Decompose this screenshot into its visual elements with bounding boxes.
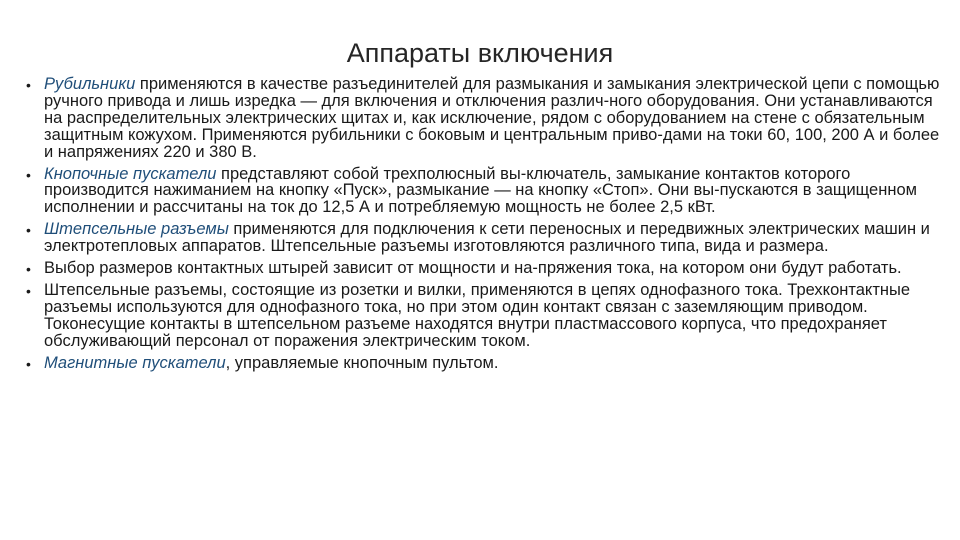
bullet-item-rozetka-i-vilka xyxy=(26,282,946,350)
bullet-icon: • xyxy=(26,261,31,278)
bullet-icon: • xyxy=(26,166,31,183)
bullet-term: Кнопочные пускатели xyxy=(44,164,217,183)
bullet-list xyxy=(26,76,946,377)
bullet-item-magnitnye-puskateli xyxy=(26,355,946,372)
bullet-term: Магнитные пускатели xyxy=(44,353,226,372)
bullet-icon: • xyxy=(26,77,31,93)
bullet-text: Штепсельные разъемы, состоящие из розетки и вилки, применяются в цепях однофазного тока. Трехконтактные разъемы используются для однофазного тока, но при этом один контакт связан с заземляющим приводом. Токонесущие контакты в штепсельном разъеме находятся внутри пластмассового корпуса, что предохраняет обслуживающий персонал от поражения электрическим током. xyxy=(44,280,911,350)
bullet-term: Штепсельные разъемы xyxy=(44,220,229,239)
bullet-text: применяются для подключения к сети переносных и передвижных электрических машин и электротепловых аппаратов. Штепсельные разъемы изготовляются различного типа, вида и размера. xyxy=(44,220,930,256)
bullet-text: применяются в качестве разъединителей для размыкания и замыкания электрической цепи с помощью ручного привода и лишь изредка — для включения и отключения различ-ного оборудования. Они устанавливаются на распределительных электрических щитах и, как исключение, рядом с оборудованием на стене с обязательным защитным кожухом. Применяются рубильники с боковым и центральным приво-дами на токи 60, 100, 200 А и более и напряжениях 220 и 380 В. xyxy=(44,75,940,161)
bullet-item-vybor-razmerov xyxy=(26,260,946,277)
bullet-text: Выбор размеров контактных штырей зависит от мощности и на-пряжения тока, на котором они будут работать. xyxy=(44,259,902,278)
bullet-icon: • xyxy=(26,222,31,239)
bullet-text: представляют собой трехполюсный вы-ключатель, замыкание контактов которого производится нажиманием на кнопку «Пуск», размыкание — на кнопку «Стоп». Они вы-пускаются в защищенном исполнении и рассчитаны на ток до 12,5 А и потребляемую мощность не более 2,5 кВт. xyxy=(44,164,917,217)
bullet-icon: • xyxy=(26,282,31,299)
bullet-item-knopochnye-puskateli xyxy=(26,166,946,217)
slide-title: Аппараты включения xyxy=(346,38,614,68)
bullet-item-rubilniki xyxy=(26,76,946,161)
bullet-term: Рубильники xyxy=(44,75,136,93)
bullet-item-shtepselnye-razemy xyxy=(26,221,946,255)
bullet-icon: • xyxy=(26,355,31,372)
bullet-text: , управляемые кнопочным пультом. xyxy=(225,353,499,372)
